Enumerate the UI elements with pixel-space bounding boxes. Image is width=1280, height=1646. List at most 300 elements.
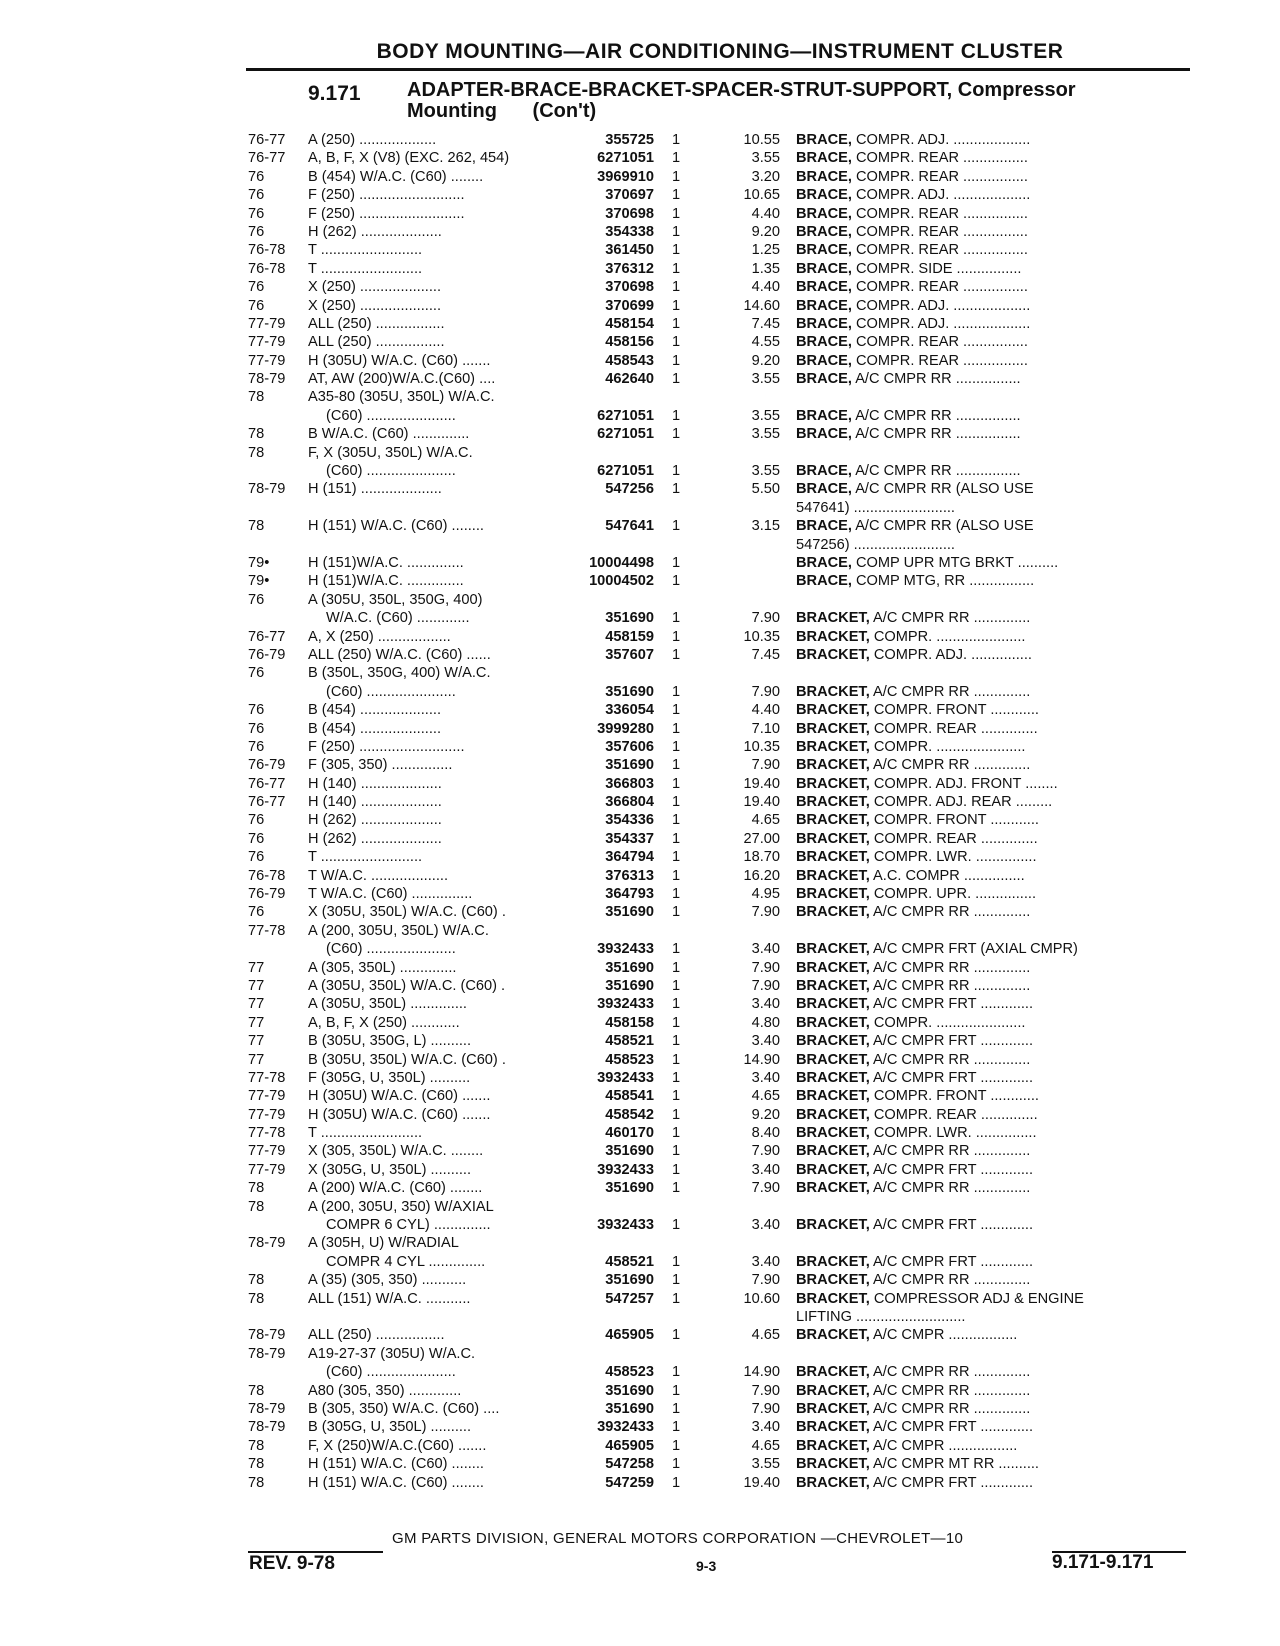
description-text: A/C CMPR FRT ............. — [869, 1069, 1034, 1086]
description-text: COMPR. REAR ................ — [851, 352, 1028, 369]
description-text: COMPR. REAR ................ — [851, 168, 1028, 185]
description-type: BRACKET, — [796, 646, 870, 663]
model-year: 77-78 — [248, 1125, 286, 1142]
description-type: BRACE, — [796, 260, 852, 277]
description-type: BRACKET, — [796, 794, 870, 811]
table-row — [248, 1271, 1198, 1289]
description — [796, 278, 1196, 296]
quantity: 1 — [672, 554, 681, 571]
quantity: 1 — [672, 297, 681, 314]
price: 3.40 — [751, 1033, 780, 1050]
description — [796, 1455, 1196, 1473]
table-row — [248, 738, 1198, 756]
description — [796, 811, 1196, 829]
price: 3.20 — [751, 168, 780, 185]
quantity: 1 — [672, 260, 681, 277]
description-type: BRACKET, — [796, 1051, 870, 1068]
model-year: 76 — [248, 297, 265, 314]
description-text: COMPR. REAR ................ — [851, 279, 1028, 296]
part-number: 351690 — [605, 1400, 654, 1417]
table-row — [248, 1198, 1198, 1216]
application: A (250) ................... — [308, 132, 437, 148]
part-number: 6271051 — [597, 150, 654, 167]
quantity: 1 — [672, 1364, 681, 1381]
application: B (454) .................... — [308, 702, 442, 719]
application: AT, AW (200)W/A.C.(C60) .... — [308, 371, 496, 388]
quantity: 1 — [672, 1051, 681, 1068]
table-row — [248, 536, 1198, 554]
description-text: COMPR. REAR ................ — [851, 242, 1028, 259]
application: ALL (250) ................. — [308, 1327, 445, 1344]
model-year: 77 — [248, 1051, 265, 1068]
description-text: A/C CMPR RR .............. — [869, 1364, 1031, 1381]
price: 7.10 — [751, 720, 780, 737]
quantity: 1 — [672, 168, 681, 185]
application: T ......................... — [308, 260, 423, 277]
application: T ......................... — [308, 849, 423, 866]
description — [796, 1069, 1196, 1087]
model-year: 78 — [248, 1474, 265, 1491]
part-number: 351690 — [605, 977, 654, 994]
description-type: BRACKET, — [796, 867, 870, 884]
description-type: BRACKET, — [796, 1161, 870, 1178]
part-number: 351690 — [605, 904, 654, 921]
description-text: COMPR. UPR. ............... — [869, 886, 1037, 903]
description — [796, 848, 1196, 866]
description-type: BRACKET, — [796, 775, 870, 792]
description-text: COMP UPR MTG BRKT .......... — [851, 554, 1059, 571]
model-year: 78 — [248, 426, 265, 443]
page-number: 9-3 — [696, 1558, 717, 1574]
description — [796, 241, 1196, 259]
model-year: 76-79 — [248, 886, 286, 903]
model-year: 76 — [248, 168, 265, 185]
description — [796, 646, 1196, 664]
price: 3.55 — [751, 150, 780, 167]
model-year: 76-77 — [248, 150, 286, 167]
description — [796, 1142, 1196, 1160]
description — [796, 940, 1196, 958]
part-number: 370698 — [605, 205, 654, 222]
description-type: BRACKET, — [796, 886, 870, 903]
table-row — [248, 278, 1198, 296]
description-text: COMPR. REAR .............. — [869, 1106, 1038, 1123]
description-text: A/C CMPR RR .............. — [869, 904, 1031, 921]
part-number: 465905 — [605, 1327, 654, 1344]
table-row — [248, 1051, 1198, 1069]
part-number: 366804 — [605, 794, 654, 811]
part-number: 6271051 — [597, 407, 654, 424]
model-year: 78 — [248, 1382, 265, 1399]
part-number: 357607 — [605, 646, 654, 663]
price: 3.55 — [751, 371, 780, 388]
part-number: 351690 — [605, 1180, 654, 1197]
price: 7.90 — [751, 1382, 780, 1399]
table-row — [248, 1455, 1198, 1473]
description-text: A/C CMPR FRT ............. — [869, 1033, 1034, 1050]
application: (C60) ...................... — [326, 683, 456, 700]
description-type: BRACKET, — [796, 1217, 870, 1234]
application: B (305, 350) W/A.C. (C60) .... — [308, 1400, 500, 1417]
description — [796, 536, 1196, 554]
price: 1.35 — [751, 260, 780, 277]
application: T W/A.C. (C60) ............... — [308, 886, 473, 903]
table-row — [248, 793, 1198, 811]
quantity: 1 — [672, 407, 681, 424]
quantity: 1 — [672, 1272, 681, 1289]
table-row — [248, 1216, 1198, 1234]
application: T ......................... — [308, 1125, 423, 1142]
table-row — [248, 701, 1198, 719]
description-type: BRACE, — [796, 150, 852, 167]
model-year: 76 — [248, 187, 265, 204]
description — [796, 425, 1196, 443]
page-header-title: BODY MOUNTING—AIR CONDITIONING—INSTRUMENT CLUSTER — [376, 40, 1064, 63]
description — [796, 1418, 1196, 1436]
application: A (305U, 350L) W/A.C. (C60) . — [308, 977, 506, 994]
part-number: 376313 — [605, 867, 654, 884]
model-year: 76 — [248, 812, 265, 829]
model-year: 78-79 — [248, 371, 286, 388]
description-text: COMPR. LWR. ............... — [869, 849, 1037, 866]
application: A35-80 (305U, 350L) W/A.C. — [308, 389, 495, 406]
application: A (305H, U) W/RADIAL — [308, 1235, 459, 1252]
model-year: 76 — [248, 849, 265, 866]
description-type: BRACKET, — [796, 702, 870, 719]
table-row — [248, 1474, 1198, 1492]
description — [796, 480, 1196, 498]
part-number: 460170 — [605, 1125, 654, 1142]
price: 18.70 — [743, 849, 780, 866]
header-rule — [246, 68, 1190, 71]
part-number: 364794 — [605, 849, 654, 866]
application: H (262) .................... — [308, 812, 442, 829]
description-text: A/C CMPR MT RR .......... — [869, 1456, 1039, 1473]
description — [796, 1437, 1196, 1455]
price: 8.40 — [751, 1125, 780, 1142]
part-number: 458523 — [605, 1364, 654, 1381]
description-type: BRACKET, — [796, 996, 870, 1013]
application: F (305G, U, 350L) .......... — [308, 1069, 471, 1086]
description-type: BRACKET, — [796, 1437, 870, 1454]
description-text: COMPR. REAR .............. — [869, 830, 1038, 847]
quantity: 1 — [672, 1327, 681, 1344]
table-row — [248, 1437, 1198, 1455]
description-type: BRACE, — [796, 297, 852, 314]
description — [796, 1253, 1196, 1271]
quantity: 1 — [672, 132, 681, 148]
table-row — [248, 260, 1198, 278]
part-number: 351690 — [605, 757, 654, 774]
description — [796, 1106, 1196, 1124]
description — [796, 131, 1196, 149]
application: B (305U, 350L) W/A.C. (C60) . — [308, 1051, 506, 1068]
model-year: 78 — [248, 389, 265, 406]
description-type: BRACKET, — [796, 812, 870, 829]
application: (C60) ...................... — [326, 407, 456, 424]
table-row — [248, 1142, 1198, 1160]
model-year: 78-79 — [248, 481, 286, 498]
description-type: BRACKET, — [796, 1143, 870, 1160]
quantity: 1 — [672, 1217, 681, 1234]
quantity: 1 — [672, 757, 681, 774]
description-text: A/C CMPR RR .............. — [869, 977, 1031, 994]
model-year: 77-79 — [248, 1161, 286, 1178]
application: A, X (250) .................. — [308, 628, 451, 645]
model-year: 76 — [248, 702, 265, 719]
description — [796, 885, 1196, 903]
application: A19-27-37 (305U) W/A.C. — [308, 1345, 476, 1362]
model-year: 77 — [248, 1033, 265, 1050]
quantity: 1 — [672, 849, 681, 866]
description — [796, 628, 1196, 646]
model-year: 78 — [248, 1456, 265, 1473]
description — [796, 903, 1196, 921]
application: H (305U) W/A.C. (C60) ....... — [308, 1106, 491, 1123]
description — [796, 168, 1196, 186]
model-year: 76-77 — [248, 132, 286, 148]
description — [796, 683, 1196, 701]
table-row — [248, 352, 1198, 370]
description-text: 547641) ......................... — [796, 499, 955, 516]
table-row — [248, 1087, 1198, 1105]
description-type: BRACE, — [796, 168, 852, 185]
description — [796, 315, 1196, 333]
model-year: 78-79 — [248, 1327, 286, 1344]
application: H (151)W/A.C. .............. — [308, 573, 464, 590]
description — [796, 205, 1196, 223]
application: B (350L, 350G, 400) W/A.C. — [308, 665, 491, 682]
table-row — [248, 480, 1198, 498]
description-type: BRACE, — [796, 481, 852, 498]
price: 3.40 — [751, 941, 780, 958]
description — [796, 554, 1196, 572]
part-number: 351690 — [605, 1272, 654, 1289]
price: 4.65 — [751, 1327, 780, 1344]
description — [796, 756, 1196, 774]
part-number: 547259 — [605, 1474, 654, 1491]
model-year: 77-79 — [248, 315, 286, 332]
model-year: 76 — [248, 738, 265, 755]
table-row — [248, 940, 1198, 958]
description — [796, 1161, 1196, 1179]
model-year: 76-78 — [248, 242, 286, 259]
quantity: 1 — [672, 610, 681, 627]
price: 10.60 — [743, 1290, 780, 1307]
table-row — [248, 591, 1198, 609]
part-number: 3969910 — [597, 168, 654, 185]
price: 9.20 — [751, 352, 780, 369]
table-row — [248, 223, 1198, 241]
table-row — [248, 811, 1198, 829]
price: 3.55 — [751, 1456, 780, 1473]
application: B (305U, 350G, L) .......... — [308, 1033, 472, 1050]
application: F (250) .......................... — [308, 187, 465, 204]
description-type: BRACE, — [796, 132, 852, 148]
description — [796, 738, 1196, 756]
description — [796, 1087, 1196, 1105]
table-row — [248, 149, 1198, 167]
description — [796, 462, 1196, 480]
table-row — [248, 683, 1198, 701]
table-row — [248, 297, 1198, 315]
part-number: 458542 — [605, 1106, 654, 1123]
model-year: 76 — [248, 665, 265, 682]
description-type: BRACE, — [796, 242, 852, 259]
quantity: 1 — [672, 242, 681, 259]
model-year: 78 — [248, 518, 265, 535]
description-text: A/C CMPR ................. — [869, 1327, 1018, 1344]
price: 14.90 — [743, 1364, 780, 1381]
application: A, B, F, X (V8) (EXC. 262, 454) — [308, 150, 510, 167]
table-row — [248, 517, 1198, 535]
table-row — [248, 205, 1198, 223]
quantity: 1 — [672, 518, 681, 535]
description-text: A/C CMPR RR .............. — [869, 1051, 1031, 1068]
application: F (250) .......................... — [308, 738, 465, 755]
price: 3.40 — [751, 1069, 780, 1086]
price: 10.35 — [743, 628, 780, 645]
quantity: 1 — [672, 941, 681, 958]
model-year: 76-77 — [248, 794, 286, 811]
description — [796, 1326, 1196, 1344]
model-year: 77-79 — [248, 1106, 286, 1123]
description-type: BRACE, — [796, 554, 852, 571]
model-year: 78 — [248, 444, 265, 461]
model-year: 76-79 — [248, 757, 286, 774]
quantity: 1 — [672, 481, 681, 498]
quantity: 1 — [672, 702, 681, 719]
table-row — [248, 830, 1198, 848]
table-row — [248, 775, 1198, 793]
quantity: 1 — [672, 646, 681, 663]
description-text: A/C CMPR RR ................ — [851, 463, 1021, 480]
description — [796, 701, 1196, 719]
description-text: COMPR. FRONT ............ — [869, 812, 1039, 829]
price: 4.95 — [751, 886, 780, 903]
price: 7.90 — [751, 1272, 780, 1289]
table-row — [248, 333, 1198, 351]
description — [796, 1308, 1196, 1326]
part-number: 366803 — [605, 775, 654, 792]
description-type: BRACE, — [796, 334, 852, 351]
part-number: 3932433 — [597, 1419, 654, 1436]
model-year: 76 — [248, 720, 265, 737]
quantity: 1 — [672, 205, 681, 222]
price: 4.65 — [751, 1088, 780, 1105]
description — [796, 186, 1196, 204]
description-text: COMP MTG, RR ................ — [851, 573, 1035, 590]
description-type: BRACKET, — [796, 1456, 870, 1473]
table-row — [248, 1290, 1198, 1308]
quantity: 1 — [672, 1180, 681, 1197]
description — [796, 333, 1196, 351]
price: 7.90 — [751, 610, 780, 627]
application: H (151) W/A.C. (C60) ........ — [308, 1474, 484, 1491]
application: H (151) W/A.C. (C60) ........ — [308, 518, 484, 535]
table-row — [248, 315, 1198, 333]
description-text: COMPR. LWR. ............... — [869, 1125, 1037, 1142]
price: 3.40 — [751, 1419, 780, 1436]
description — [796, 720, 1196, 738]
description-text: A/C CMPR RR .............. — [869, 1180, 1031, 1197]
description — [796, 297, 1196, 315]
description-type: BRACE, — [796, 371, 852, 388]
description — [796, 352, 1196, 370]
model-year: 78-79 — [248, 1235, 286, 1252]
description-type: BRACKET, — [796, 1069, 870, 1086]
quantity: 1 — [672, 1290, 681, 1307]
table-row — [248, 1345, 1198, 1363]
application: ALL (250) ................. — [308, 315, 445, 332]
description-text: A/C CMPR RR .............. — [869, 610, 1031, 627]
description-type: BRACE, — [796, 426, 852, 443]
quantity: 1 — [672, 223, 681, 240]
table-row — [248, 959, 1198, 977]
table-row — [248, 1308, 1198, 1326]
application: A, B, F, X (250) ............ — [308, 1014, 460, 1031]
quantity: 1 — [672, 1456, 681, 1473]
application: A (305U, 350L, 350G, 400) — [308, 591, 483, 608]
application: X (250) .................... — [308, 279, 442, 296]
part-number: 3932433 — [597, 1161, 654, 1178]
description-text: COMPR. SIDE ................ — [851, 260, 1022, 277]
description-text: COMPR. ADJ. REAR ......... — [869, 794, 1053, 811]
application: T W/A.C. ................... — [308, 867, 449, 884]
table-row — [248, 646, 1198, 664]
price: 10.55 — [743, 132, 780, 148]
description-type: BRACKET, — [796, 757, 870, 774]
part-number: 462640 — [605, 371, 654, 388]
quantity: 1 — [672, 1069, 681, 1086]
application: B (305G, U, 350L) .......... — [308, 1419, 472, 1436]
application: B (454) .................... — [308, 720, 442, 737]
quantity: 1 — [672, 830, 681, 847]
description-type: BRACE, — [796, 223, 852, 240]
table-row — [248, 572, 1198, 590]
table-row — [248, 1382, 1198, 1400]
quantity: 1 — [672, 794, 681, 811]
part-number: 3999280 — [597, 720, 654, 737]
table-row — [248, 425, 1198, 443]
description-type: BRACE, — [796, 205, 852, 222]
price: 7.90 — [751, 904, 780, 921]
description-text: COMPR. REAR ................ — [851, 223, 1028, 240]
model-year: 78-79 — [248, 1400, 286, 1417]
description — [796, 1124, 1196, 1142]
application: H (151)W/A.C. .............. — [308, 554, 464, 571]
price: 10.65 — [743, 187, 780, 204]
table-row — [248, 995, 1198, 1013]
part-number: 458541 — [605, 1088, 654, 1105]
price: 5.50 — [751, 481, 780, 498]
description — [796, 1400, 1196, 1418]
application: (C60) ...................... — [326, 463, 456, 480]
application: ALL (250) W/A.C. (C60) ...... — [308, 646, 491, 663]
table-row — [248, 1161, 1198, 1179]
part-number: 351690 — [605, 683, 654, 700]
description-text: A/C CMPR RR .............. — [869, 959, 1031, 976]
description-type: BRACE, — [796, 518, 852, 535]
part-number: 547257 — [605, 1290, 654, 1307]
quantity: 1 — [672, 1419, 681, 1436]
description-text: COMPR. ADJ. FRONT ........ — [869, 775, 1058, 792]
part-number: 10004498 — [589, 554, 654, 571]
application: T ......................... — [308, 242, 423, 259]
description-text: COMPR. ADJ. ................... — [851, 297, 1031, 314]
quantity: 1 — [672, 315, 681, 332]
quantity: 1 — [672, 1088, 681, 1105]
